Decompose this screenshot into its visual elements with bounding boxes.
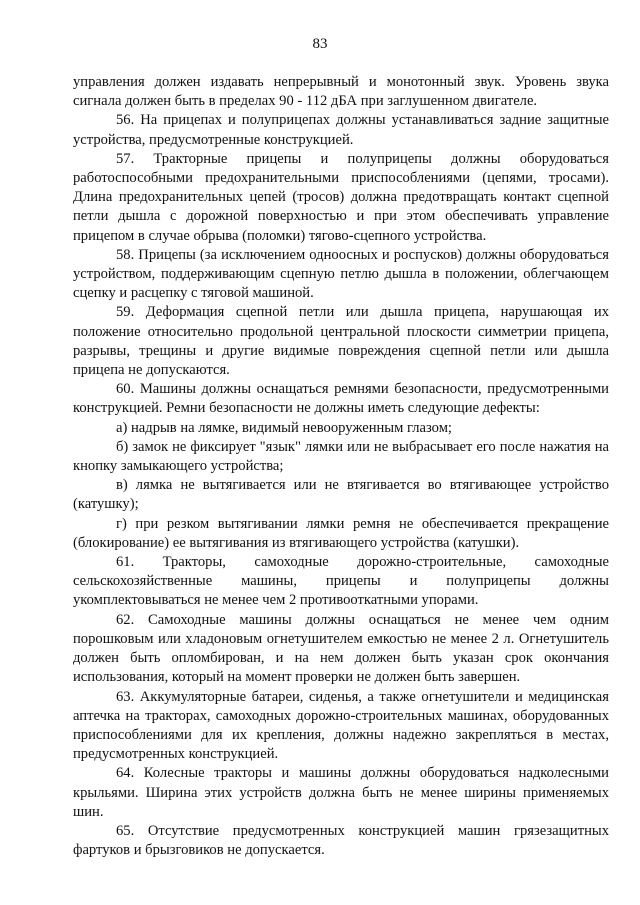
page-number: 83 — [312, 36, 328, 52]
paragraph-57: 57. Тракторные прицепы и полуприцепы должны оборудоваться работоспособными предохранительными приспособлениями (цепями, тросами). Длина предохранительных цепей (тросов) должна предотвращать контакт сцепной петли дышла с дорожной поверхностью и при этом обеспечивать управление прицепом в случае обрыва (поломки) тягово-сцепного устройства. — [73, 150, 609, 244]
list-item-v: в) лямка не вытягивается или не втягивается во втягивающее устройство (катушку); — [73, 477, 609, 513]
list-item-a: а) надрыв на лямке, видимый невооруженным глазом; — [116, 419, 452, 436]
list-item-b: б) замок не фиксирует "язык" лямки или не выбрасывает его после нажатия на кнопку замыкающего устройства; — [73, 438, 609, 475]
page-body — [73, 73, 609, 860]
paragraph-61: 61. Тракторы, самоходные дорожно-строительные, самоходные сельскохозяйственные машины, прицепы и полуприцепы должны укомплектовываться не менее чем 2 противооткатными упорами. — [73, 554, 609, 609]
paragraph-58: 58. Прицепы (за исключением одноосных и роспусков) должны оборудоваться устройством, поддерживающим сцепную петлю дышла в положении, облегчающем сцепку и расцепку с тяговой машиной. — [73, 246, 609, 302]
paragraph-64: 64. Колесные тракторы и машины должны оборудоваться надколесными крыльями. Ширина этих устройств должна быть не менее ширины применяемых шин. — [73, 765, 609, 820]
paragraph-56: 56. На прицепах и полуприцепах должны устанавливаться задние защитные устройства, предусмотренные конструкцией. — [73, 112, 609, 148]
paragraph-62: 62. Самоходные машины должны оснащаться не менее чем одним порошковым или хладоновым огнетушителем емкостью не менее 2 л. Огнетушитель должен быть опломбирован, и на нем должен быть указан срок окончания использования, который на момент проверки не должен быть завершен. — [73, 611, 609, 686]
paragraph-60: 60. Машины должны оснащаться ремнями безопасности, предусмотренными конструкцией. Ремни безопасности не должны иметь следующие дефекты: — [73, 381, 609, 417]
paragraph-59: 59. Деформация сцепной петли или дышла прицепа, нарушающая их положение относительно продольной центральной плоскости симметрии прицепа, разрывы, трещины и другие видимые повреждения сцепной петли или дышла прицепа не допускаются. — [73, 304, 609, 379]
paragraph-65: 65. Отсутствие предусмотренных конструкцией машин грязезащитных фартуков и брызговиков не допускается. — [73, 822, 609, 859]
list-item-g: г) при резком вытягивании лямки ремня не обеспечивается прекращение (блокирование) ее вытягивания из втягивающего устройства (катушки). — [73, 515, 609, 551]
paragraph-63: 63. Аккумуляторные батареи, сиденья, а также огнетушители и медицинская аптечка на тракторах, самоходных дорожно-строительных машинах, оборудованных приспособлениями для их крепления, должны надежно закрепляться в местах, предусмотренных конструкцией. — [73, 688, 609, 763]
paragraph-continuation: управления должен издавать непрерывный и монотонный звук. Уровень звука сигнала должен быть в пределах 90 - 112 дБА при заглушенном двигателе. — [73, 74, 609, 110]
